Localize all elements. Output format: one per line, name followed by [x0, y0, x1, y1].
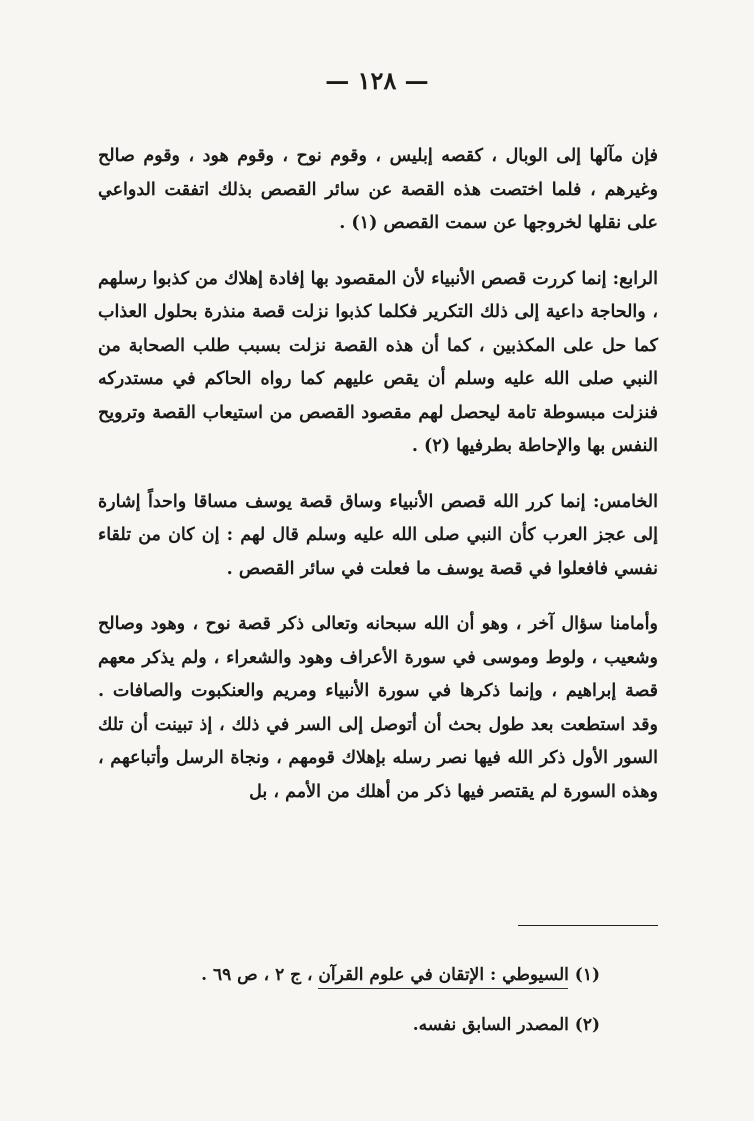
paragraph-lead: الخامس:: [593, 491, 658, 512]
body-text: [98, 140, 658, 831]
paragraph-text: إنما كرر الله قصص الأنبياء وساق قصة يوسف مساقا واحداً إشارة إلى عجز العرب كأن النبي صلى الله عليه وسلم قال لهم : إن كان من تلقاء نفسي فافعلوا في قصة يوسف ما فعلت في سائر القصص .: [98, 491, 658, 579]
paragraph: [98, 263, 658, 464]
paragraph-text: إنما كررت قصص الأنبياء لأن المقصود بها إفادة إهلاك من كذبوا رسلهم ، والحاجة داعية إلى ذلك التكرير فكلما كذبوا نزلت قصة منذرة بحلول العذاب كما حل على المكذبين ، كما أن هذه القصة نزلت بسبب طلب الصحابة من النبي صلى الله عليه وسلم أن يقص عليهم كما رواه الحاكم في مستدركه فنزلت مبسوطة تامة ليحصل لهم مقصود القصص من استيعاب القصة وترويح النفس بها والإحاطة بطرفيها (٢) .: [98, 268, 658, 456]
footnote-separator: [518, 925, 658, 926]
page-number: — ١٢٨ —: [325, 66, 429, 95]
paragraph: [98, 608, 658, 809]
paragraph: [98, 486, 658, 587]
paragraph-text: فإن مآلها إلى الوبال ، كقصه إبليس ، وقوم نوح ، وقوم هود ، وقوم صالح وغيرهم ، فلما اختصت هذه القصة عن سائر القصص بذلك اتفقت الدواعي على نقلها لخروجها عن سمت القصص (١) .: [98, 146, 658, 233]
footnote: (٢) المصدر السابق نفسه.: [412, 1015, 600, 1035]
footnotes: [120, 950, 600, 1050]
paragraph: [98, 140, 658, 241]
footnote-underline: [318, 988, 568, 989]
paragraph-lead: الرابع:: [612, 268, 658, 289]
footnote: (١) السيوطي : الإتقان في علوم القرآن ، ج ٢ ، ص ٦٩ .: [201, 965, 600, 985]
paragraph-text: وأمامنا سؤال آخر ، وهو أن الله سبحانه وتعالى ذكر قصة نوح ، وهود وصالح وشعيب ، ولوط وموسى في سورة الأعراف وهود والشعراء ، ولم يذكر معهم قصة إبراهيم ، وإنما ذكرها في سورة الأنبياء ومريم والعنكبوت والصافات . وقد استطعت بعد طول بحث أن أتوصل إلى السر في ذلك ، إذ تبينت أن تلك السور الأول ذكر الله فيها نصر رسله بإهلاك قومهم ، ونجاة الرسل وأتباعهم ، وهذه السورة لم يقتصر فيها ذكر من أهلك من الأمم ، بل: [98, 614, 658, 802]
